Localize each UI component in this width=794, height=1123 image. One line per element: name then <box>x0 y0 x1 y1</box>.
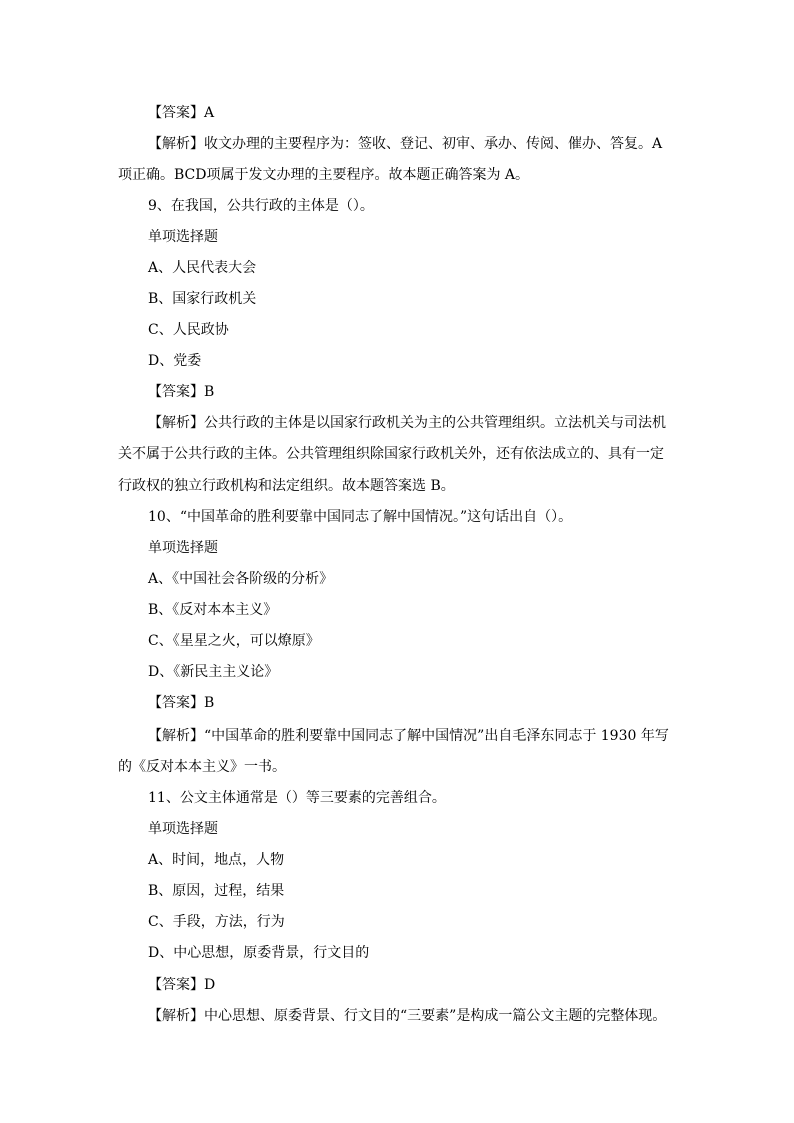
question-11-option-a: A、时间，地点，人物 <box>148 852 285 868</box>
question-9-type: 单项选择题 <box>148 229 218 245</box>
question-11-option-d: D、中心思想，原委背景，行文目的 <box>148 945 370 961</box>
question-10-option-a: A、《中国社会各阶级的分析》 <box>148 571 334 587</box>
analysis-9-line-2: 关不属于公共行政的主体。公共管理组织除国家行政机关外，还有依法成立的、具有一定 <box>118 446 664 462</box>
analysis-9-line-3: 行政权的独立行政机构和法定组织。故本题答案选 B。 <box>118 478 455 494</box>
analysis-8-line-1: 【解析】收文办理的主要程序为：签收、登记、初审、承办、传阅、催办、答复。A <box>148 136 663 152</box>
question-10-type: 单项选择题 <box>148 540 218 556</box>
question-10-option-b: B、《反对本本主义》 <box>148 602 278 618</box>
question-9-option-c: C、人民政协 <box>148 322 229 338</box>
question-9-option-d: D、党委 <box>148 353 202 369</box>
answer-label-10: 【答案】B <box>148 695 215 711</box>
question-11-option-c: C、手段，方法，行为 <box>148 914 285 930</box>
answer-label-9: 【答案】B <box>148 384 215 400</box>
question-11: 11、公文主体通常是（）等三要素的完善组合。 <box>148 790 446 806</box>
question-9-option-b: B、国家行政机关 <box>148 291 257 307</box>
question-10: 10、“中国革命的胜利要靠中国同志了解中国情况。”这句话出自（）。 <box>148 509 573 525</box>
answer-label-11: 【答案】D <box>148 977 216 993</box>
question-9: 9、在我国，公共行政的主体是（）。 <box>148 198 374 214</box>
analysis-11-line-1: 【解析】中心思想、原委背景、行文目的“三要素”是构成一篇公文主题的完整体现。 <box>148 1008 667 1024</box>
analysis-10-line-1: 【解析】“中国革命的胜利要靠中国同志了解中国情况”出自毛泽东同志于 1930 年写 <box>148 728 669 744</box>
answer-label-8: 【答案】A <box>148 105 215 121</box>
analysis-9-line-1: 【解析】公共行政的主体是以国家行政机关为主的公共管理组织。立法机关与司法机 <box>148 415 666 431</box>
question-10-option-c: C、《星星之火，可以燎原》 <box>148 633 320 649</box>
question-9-option-a: A、人民代表大会 <box>148 260 257 276</box>
question-11-type: 单项选择题 <box>148 821 218 837</box>
question-11-option-b: B、原因，过程，结果 <box>148 883 285 899</box>
analysis-10-line-2: 的《反对本本主义》一书。 <box>118 759 286 775</box>
analysis-8-line-2: 项正确。BCD项属于发文办理的主要程序。故本题正确答案为 A。 <box>118 167 530 183</box>
question-10-option-d: D、《新民主主义论》 <box>148 664 279 680</box>
